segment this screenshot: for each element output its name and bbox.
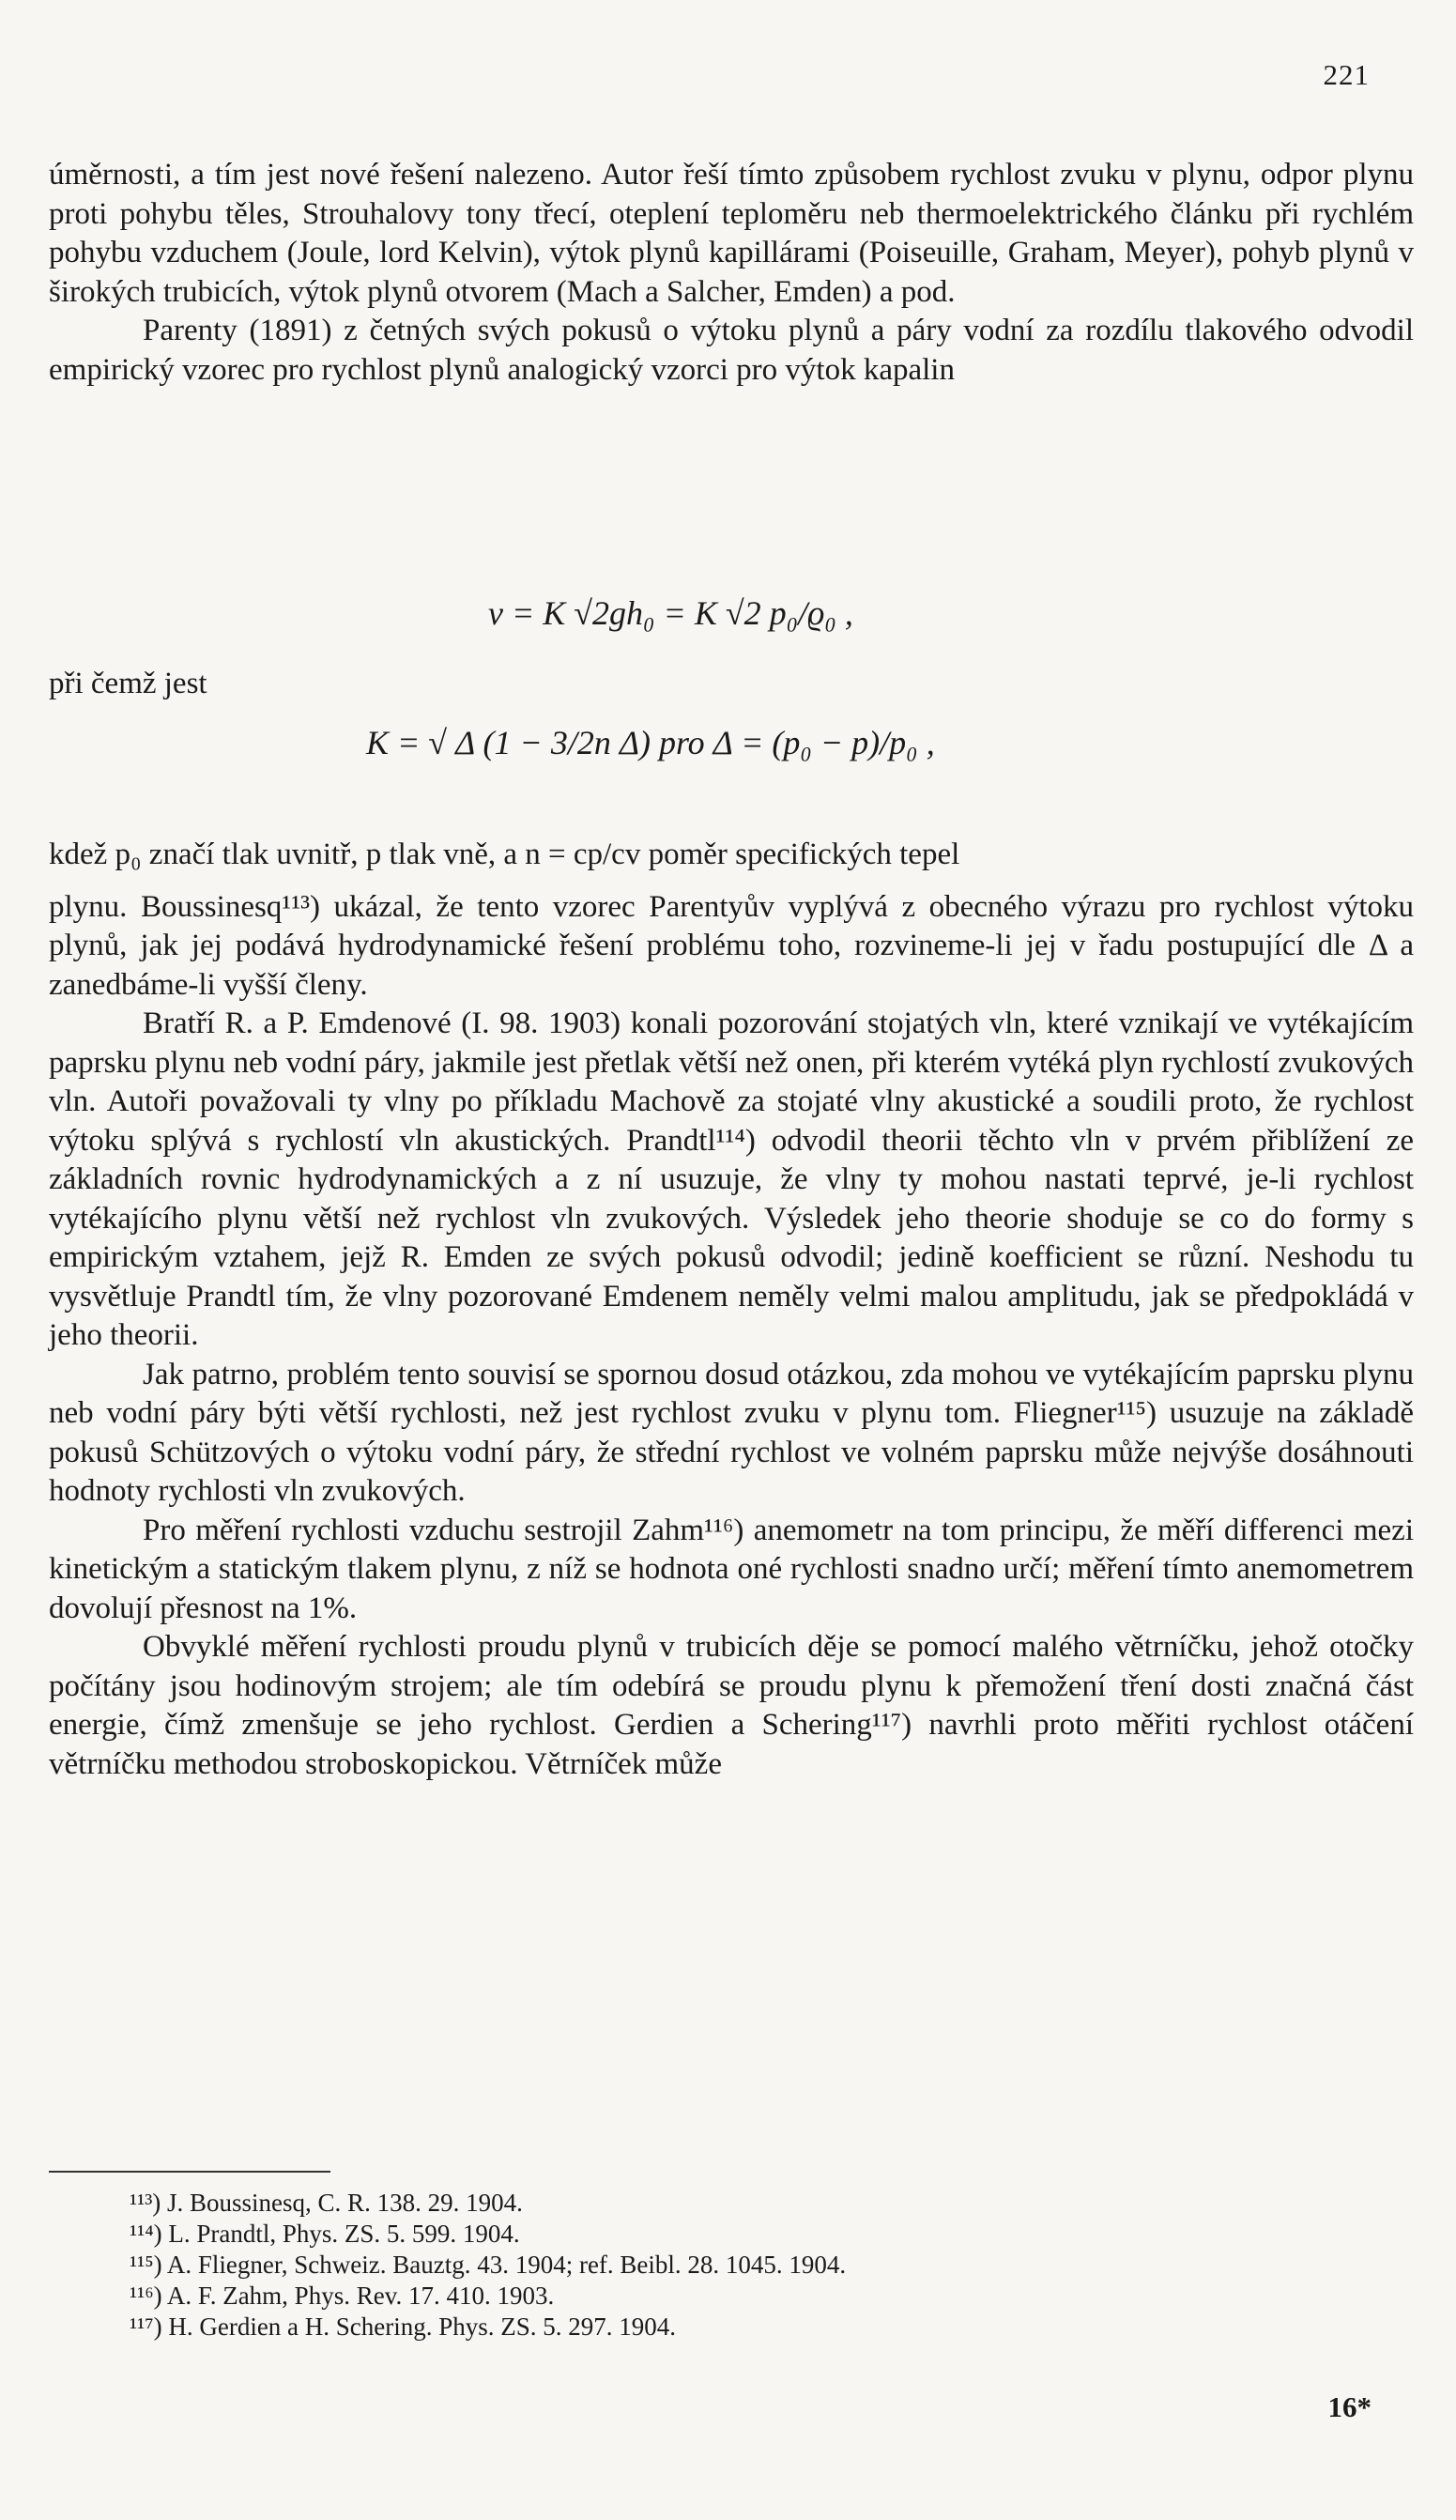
body-paragraph-5: Obvyklé měření rychlosti proudu plynů v trubicích děje se pomocí malého větrníčku, jehož otočky počítány jsou hodinovým strojem; ale tím odebírá se proudu plynu k přemožení tření dosti značná část energie, čímž zmenšuje se jeho rychlost. Gerdien a Schering¹¹⁷) navrhli proto měřiti rychlost otáčení větrníčku methodou stroboskopickou. Větrníček může [49, 1630, 1414, 1781]
intro-paragraph [49, 156, 1414, 390]
main-body [49, 836, 1414, 1784]
body-paragraph-3: Jak patrno, problém tento souvisí se spornou dosud otázkou, zda mohou ve vytékajícím paprsku plynu neb vodní páry býti větší rychlosti, než jest rychlost zvuku v plynu tom. Fliegner¹¹⁵) usuzuje na základě pokusů Schützových o výtoku vodní páry, že střední rychlost ve volném paprsku může nejvýše dosáhnouti hodnoty rychlosti vln zvukových. [49, 1357, 1414, 1508]
signature-mark: 16* [1327, 2390, 1372, 2423]
footnote-116: ¹¹⁶) A. F. Zahm, Phys. Rev. 17. 410. 1903. [130, 2282, 555, 2310]
parenty-paragraph: Parenty (1891) z četných svých pokusů o výtoku plynů a páry vodní za rozdílu tlakového odvodil empirický vzorec pro rychlost plynů analogický vzorci pro výtok kapalin [49, 314, 1414, 387]
kdez-line: kdež p₀ značí tlak uvnitř, p tlak vně, a n = cp/cv poměr specifických tepel [49, 837, 960, 871]
footnote-117: ¹¹⁷) H. Gerdien a H. Schering. Phys. ZS. 5. 297. 1904. [130, 2313, 677, 2341]
formula-velocity: v = K √2gh₀ = K √2 p₀/ϱ₀ , [488, 594, 853, 632]
footnotes [130, 2188, 846, 2343]
footnote-113: ¹¹³) J. Boussinesq, C. R. 138. 29. 1904. [130, 2189, 523, 2217]
page-number: 221 [1323, 58, 1370, 91]
footnote-115: ¹¹⁵) A. Fliegner, Schweiz. Bauztg. 43. 1904; ref. Beibl. 28. 1045. 1904. [130, 2251, 847, 2279]
footnote-114: ¹¹⁴) L. Prandtl, Phys. ZS. 5. 599. 1904. [130, 2220, 520, 2248]
footnote-divider [49, 2171, 330, 2173]
body-paragraph-1: plynu. Boussinesq¹¹³) ukázal, že tento vzorec Parentyův vyplývá z obecného výrazu pro rychlost výtoku plynů, jak jej podává hydrodynamické řešení problému toho, rozvineme-li jej v řadu postupující dle Δ a zanedbáme-li vyšší členy. [49, 889, 1414, 1002]
formula-k: K = √ Δ (1 − 3/2n Δ) pro Δ = (p₀ − p)/p₀ , [366, 724, 935, 761]
body-paragraph-4: Pro měření rychlosti vzduchu sestrojil Zahm¹¹⁶) anemometr na tom principu, že měří differenci mezi kinetickým a statickým tlakem plynu, z níž se hodnota oné rychlosti snadno určí; měření tímto anemometrem dovolují přesnost na 1%. [49, 1513, 1414, 1625]
pri-cemz-label: při čemž jest [49, 667, 207, 700]
body-paragraph-2: Bratří R. a P. Emdenové (I. 98. 1903) konali pozorování stojatých vln, které vznikají ve vytékajícím paprsku plynu neb vodní páry, jakmile jest přetlak větší než onen, při kterém vytéká plyn rychlostí zvukových vln. Autoři považovali ty vlny po příkladu Machově za stojaté vlny akustické a soudili proto, že rychlost výtoku splývá s rychlostí vln akustických. Prandtl¹¹⁴) odvodil theorii těchto vln v prvém přiblížení ze základních rovnic hydrodynamických a z ní usuzuje, že vlny ty mohou nastati teprvé, je-li rychlost vytékajícího plynu větší než rychlost vln zvukových. Výsledek jeho theorie shoduje se co do formy s empirickým vztahem, jejž R. Emden ze svých pokusů odvodil; jedině koefficient se různí. Neshodu tu vysvětluje Prandtl tím, že vlny pozorované Emdenem neměly velmi malou amplitudu, jak se předpokládá v jeho theorii. [49, 1006, 1414, 1352]
intro-text: úměrnosti, a tím jest nové řešení nalezeno. Autor řeší tímto způsobem rychlost zvuku v plynu, odpor plynu proti pohybu těles, Strouhalovy tony třecí, oteplení teploměru neb thermoelektrického článku při rychlém pohybu vzduchem (Joule, lord Kelvin), výtok plynů kapillárami (Poiseuille, Graham, Meyer), pohyb plynů v širokých trubicích, výtok plynů otvorem (Mach a Salcher, Emden) a pod. [49, 158, 1414, 309]
